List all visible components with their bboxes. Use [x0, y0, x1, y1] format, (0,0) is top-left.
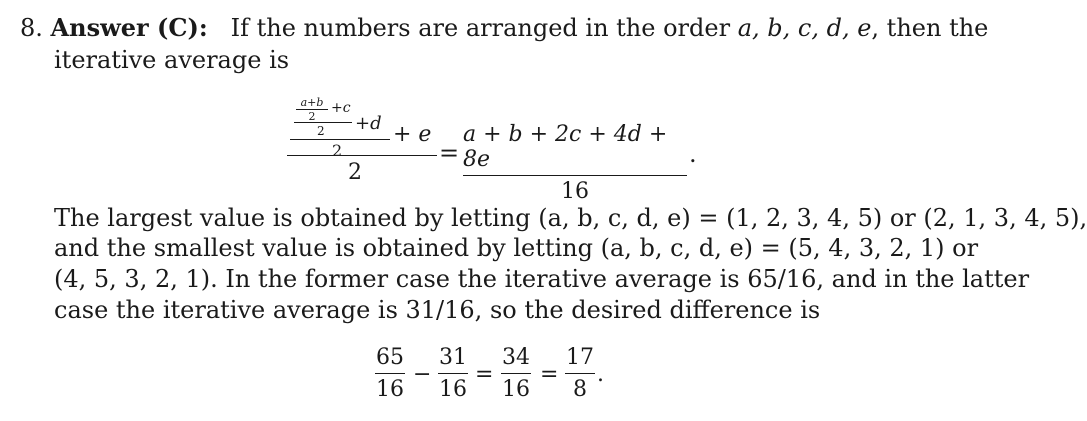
intro-line-2: iterative average is	[54, 46, 290, 74]
formula-period: .	[689, 140, 697, 168]
equals-sign: =	[540, 362, 559, 387]
fraction-31-16	[438, 345, 468, 402]
numerator: 17	[566, 345, 594, 370]
numerator: 31	[439, 345, 467, 370]
numerator: 65	[376, 345, 404, 370]
denominator: 16	[376, 377, 404, 402]
result-denominator: 16	[561, 179, 589, 204]
plus-e: + e	[393, 122, 432, 147]
intro-text-2: , then the	[871, 14, 989, 42]
third-denominator: 2	[332, 141, 343, 160]
numerator: 34	[502, 345, 530, 370]
intro-text: If the numbers are arranged in the order	[230, 14, 731, 42]
plus-c: +c	[331, 100, 351, 116]
minus-sign: −	[413, 362, 432, 387]
result-fraction	[463, 122, 687, 204]
inner-denominator: 2	[308, 110, 316, 123]
denominator: 8	[573, 377, 587, 402]
fraction-65-16	[375, 345, 405, 402]
paragraph-line-1: The largest value is obtained by letting (a, b, c, d, e) = (1, 2, 3, 4, 5) or (2, 1, 3, 4, 5),	[54, 204, 1087, 232]
fraction-34-16	[501, 345, 531, 402]
outer-denominator: 2	[348, 160, 362, 185]
order-variables: a, b, c, d, e	[737, 14, 872, 42]
answer-label: Answer (C):	[50, 13, 208, 42]
denominator: 16	[439, 377, 467, 402]
plus-d: +d	[355, 113, 382, 134]
problem-header	[20, 13, 988, 43]
formula-period: .	[597, 362, 604, 387]
second-denominator: 2	[317, 124, 325, 138]
denominator: 16	[502, 377, 530, 402]
inner-fraction	[296, 96, 328, 123]
fraction-17-8	[565, 345, 595, 402]
result-numerator: a + b + 2c + 4d + 8e	[463, 122, 668, 172]
equals-sign: =	[475, 362, 494, 387]
paragraph-line-3: (4, 5, 3, 2, 1). In the former case the iterative average is 65/16, and in the latter	[54, 265, 1030, 293]
paragraph-line-4: case the iterative average is 31/16, so the desired difference is	[54, 296, 821, 324]
paragraph-line-2: and the smallest value is obtained by letting (a, b, c, d, e) = (5, 4, 3, 2, 1) or	[54, 234, 979, 262]
inner-numerator: a+b	[300, 96, 324, 109]
problem-number: 8.	[20, 14, 43, 42]
equals-sign: =	[439, 139, 460, 167]
